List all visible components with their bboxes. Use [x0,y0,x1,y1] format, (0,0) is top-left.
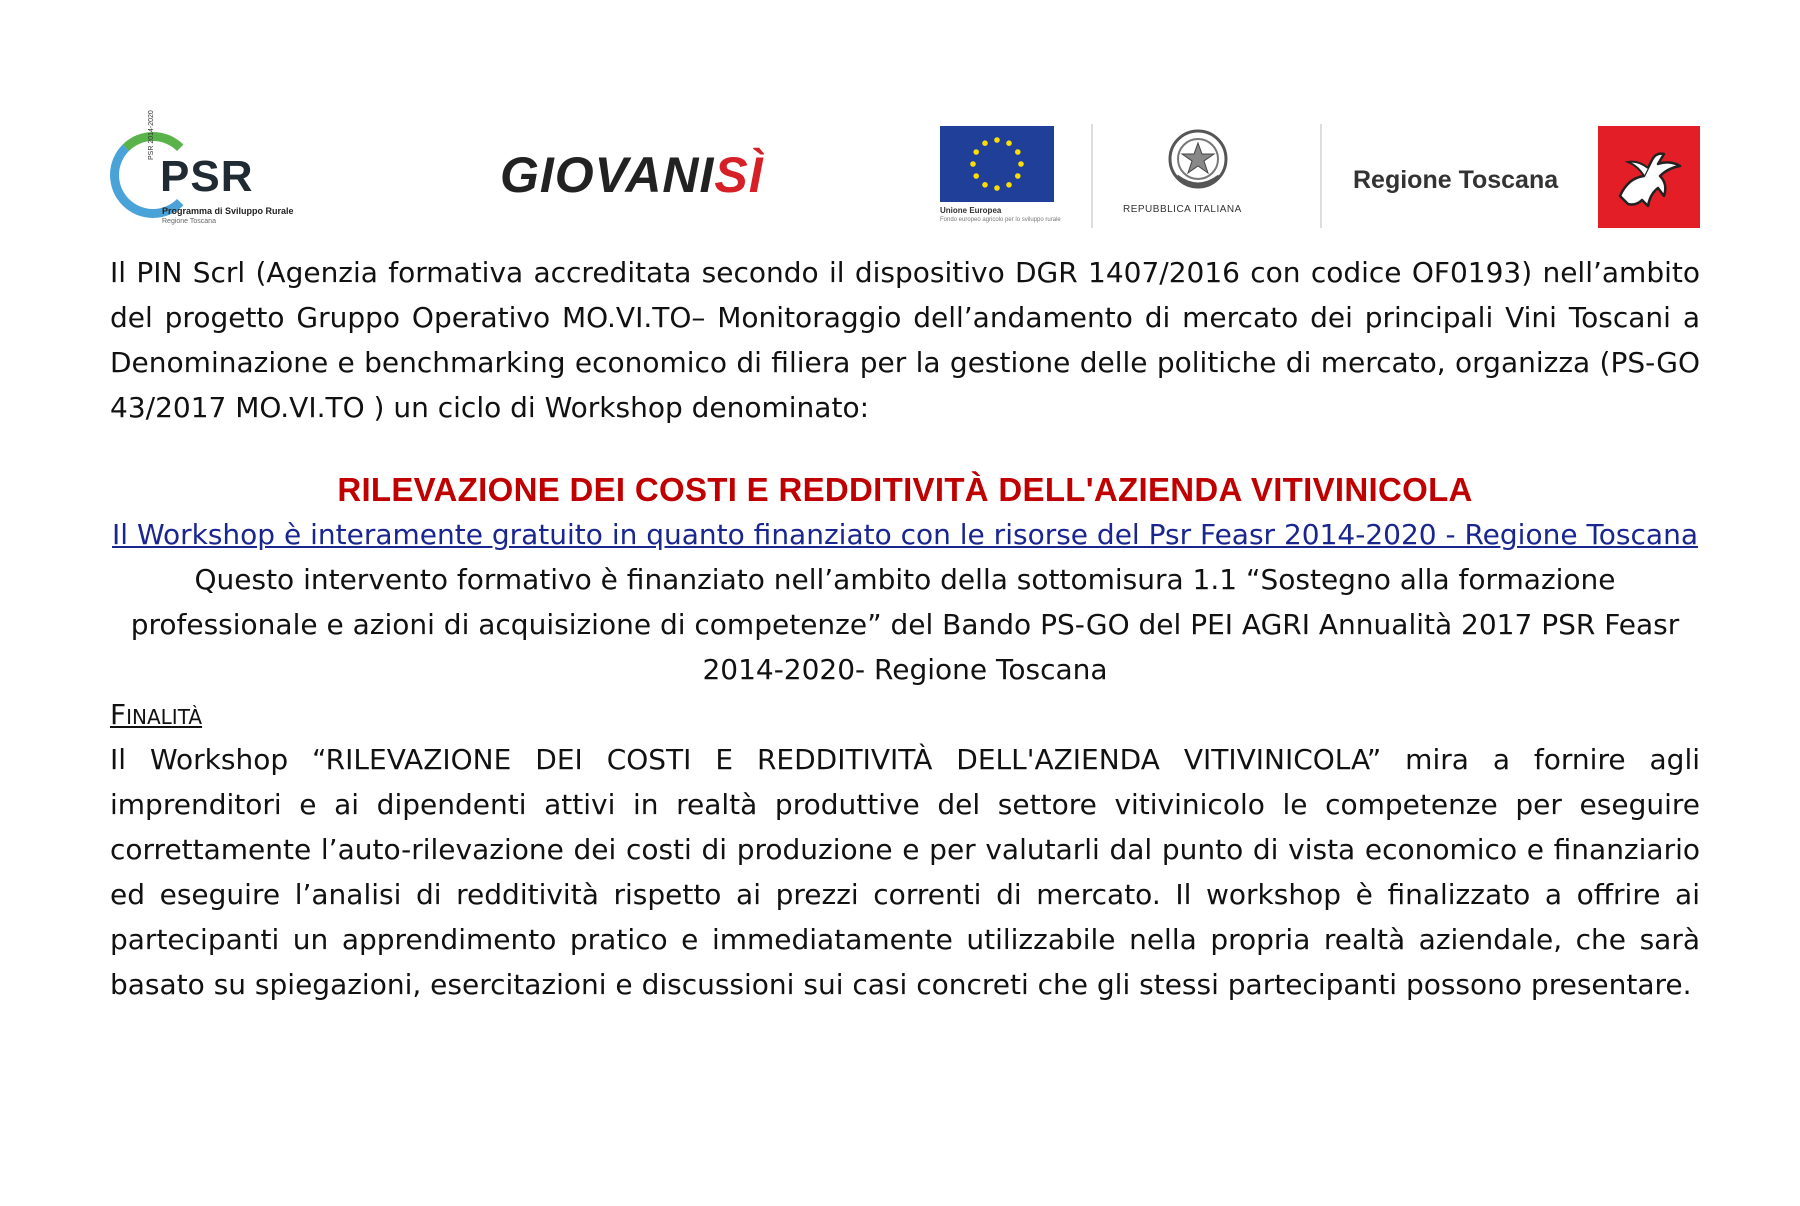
psr-name: PSR [160,152,254,201]
eu-caption: Unione Europea [940,206,1002,215]
psr-region: Regione Toscana [162,218,216,225]
document-body [110,250,1700,1007]
psr-tiny-label: PSR 2014-2020 [148,110,155,160]
logo-divider [1320,124,1322,228]
repubblica-logo [1123,124,1313,228]
finalita-heading: Finalità [110,698,203,731]
psr-subtitle: Programma di Sviluppo Rurale [162,206,294,216]
finalita-paragraph: Il Workshop “RILEVAZIONE DEI COSTI E REDDITIVITÀ DELL'AZIENDA VITIVINICOLA” mira a fornire agli imprenditori e ai dipendenti attivi in realtà produttive del settore vitivinicolo le competenze per eseguire correttamente l’auto-rilevazione dei costi di produzione e per valutarli dal punto di vista economico e finanziario ed eseguire l’analisi di redditività rispetto ai prezzi correnti di mercato. Il workshop è finalizzato a offrire ai partecipanti un apprendimento pratico e immediatamente utilizzabile nella propria realtà aziendale, che sarà basato su spiegazioni, esercitazioni e discussioni sui casi concreti che gli stessi partecipanti possono presentare. [110,743,1700,1001]
eu-stars-icon [967,134,1027,194]
si-word: SÌ [714,147,764,203]
eu-caption-small: Fondo europeo agricolo per lo sviluppo rurale [940,217,1061,223]
workshop-subtitle-link[interactable]: Il Workshop è interamente gratuito in quanto finanziato con le risorse del Psr Feasr 2014-2020 - Regione Toscana [112,518,1698,551]
regione-toscana-logo [1353,126,1698,230]
toscana-emblem [1598,126,1700,228]
italian-emblem-icon [1165,126,1231,192]
giovanisi-logo [500,146,764,216]
psr-logo [108,110,358,236]
giovani-word: GIOVANI [500,147,715,203]
toscana-name: Regione Toscana [1353,166,1559,194]
logo-strip [108,110,1698,238]
eu-flag-icon [940,126,1054,202]
workshop-title: RILEVAZIONE DEI COSTI E REDDITIVITÀ DELL'AZIENDA VITIVINICOLA [337,471,1473,508]
pegasus-icon [1598,126,1700,228]
logo-divider [1091,124,1093,228]
funding-paragraph: Questo intervento formativo è finanziato nell’ambito della sottomisura 1.1 “Sostegno alla formazione professionale e azioni di acquisizione di competenze” del Bando PS-GO del PEI AGRI Annualità 2017 PSR Feasr 2014-2020- Regione Toscana [130,563,1680,686]
eu-logo [940,126,1061,226]
intro-paragraph: Il PIN Scrl (Agenzia formativa accreditata secondo il dispositivo DGR 1407/2016 con codice OF0193) nell’ambito del progetto Gruppo Operativo MO.VI.TO– Monitoraggio dell’andamento di mercato dei principali Vini Toscani a Denominazione e benchmarking economico di filiera per la gestione delle politiche di mercato, organizza (PS-GO 43/2017 MO.VI.TO ) un ciclo di Workshop denominato: [110,256,1700,424]
repubblica-caption: REPUBBLICA ITALIANA [1123,204,1242,215]
